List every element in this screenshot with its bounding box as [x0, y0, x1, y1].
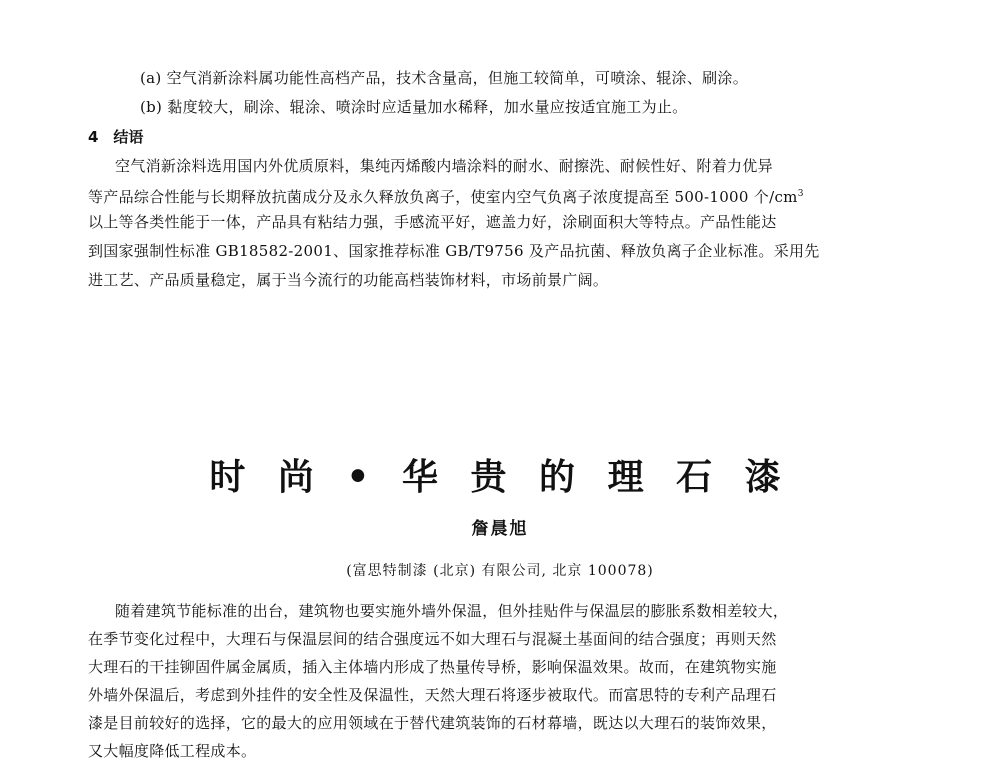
list-item-a: (a) 空气消新涂料属功能性高档产品，技术含量高，但施工较简单，可喷涂、辊涂、刷涂。 — [140, 69, 749, 87]
conclusion-line-2 — [88, 184, 804, 207]
section-heading-conclusion: 4 结语 — [88, 128, 144, 146]
article-title: 时 尚 • 华 贵 的 理 石 漆 — [209, 456, 791, 498]
body-line-6: 又大幅度降低工程成本。 — [88, 742, 257, 760]
superscript-cube: 3 — [797, 189, 804, 199]
article-affiliation: (富思特制漆 (北京) 有限公司, 北京 100078) — [346, 563, 654, 579]
body-line-2: 在季节变化过程中，大理石与保温层间的结合强度远不如大理石与混凝土基面间的结合强度；再则天然 — [88, 630, 777, 648]
conclusion-line-5: 进工艺、产品质量稳定，属于当今流行的功能高档装饰材料，市场前景广阔。 — [88, 271, 609, 289]
conclusion-line-4: 到国家强制性标准 GB18582-2001、国家推荐标准 GB/T9756 及产品抗菌、释放负离子企业标准。采用先 — [88, 242, 820, 260]
body-line-3: 大理石的干挂铆固件属金属质，插入主体墙内形成了热量传导桥，影响保温效果。故而，在建筑物实施 — [88, 658, 777, 676]
article-author: 詹晨旭 — [471, 519, 529, 539]
body-line-1: 随着建筑节能标准的出台，建筑物也要实施外墙外保温，但外挂贴件与保温层的膨胀系数相差较大， — [115, 602, 789, 620]
list-item-b: (b) 黏度较大，刷涂、辊涂、喷涂时应适量加水稀释，加水量应按适宜施工为止。 — [140, 98, 688, 116]
body-line-4: 外墙外保温后，考虑到外挂件的安全性及保温性，天然大理石将逐步被取代。而富思特的专利产品理石 — [88, 686, 777, 704]
conclusion-line-1: 空气消新涂料选用国内外优质原料，集纯丙烯酸内墙涂料的耐水、耐擦洗、耐候性好、附着力优异 — [115, 157, 773, 175]
conclusion-line-2-text: 等产品综合性能与长期释放抗菌成分及永久释放负离子，使室内空气负离子浓度提高至 500-1000 个/cm — [88, 188, 798, 206]
conclusion-line-3: 以上等各类性能于一体，产品具有粘结力强，手感流平好，遮盖力好，涂刷面积大等特点。产品性能达 — [88, 213, 777, 231]
body-line-5: 漆是目前较好的选择，它的最大的应用领域在于替代建筑装饰的石材幕墙，既达以大理石的装饰效果， — [88, 714, 777, 732]
